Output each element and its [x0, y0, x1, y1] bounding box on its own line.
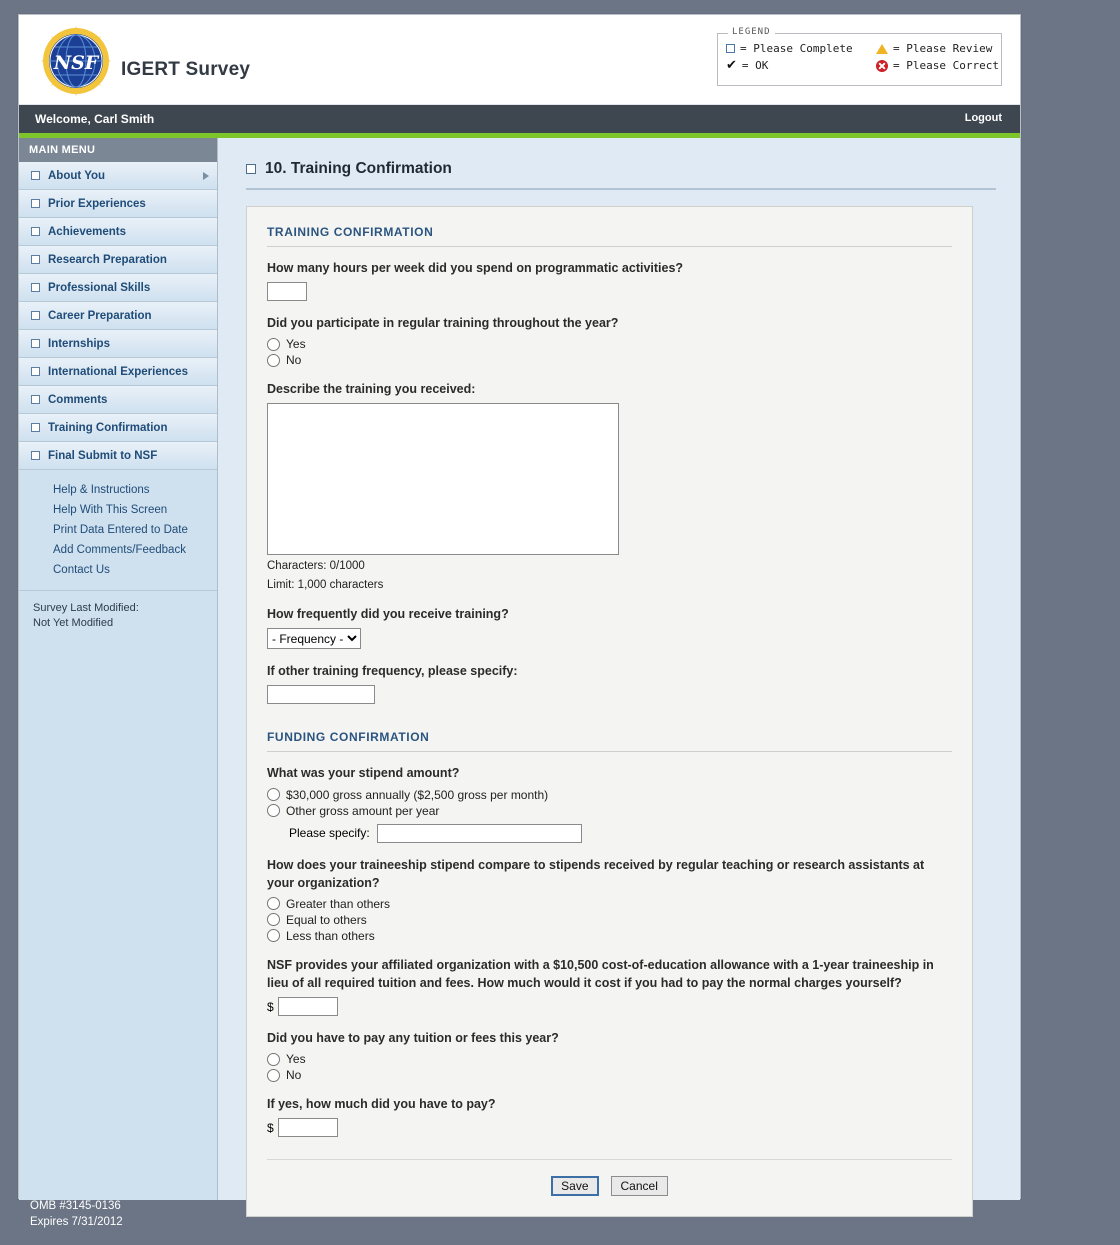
radio-input-less[interactable]	[267, 929, 280, 942]
sidebar-item-label: Career Preparation	[48, 309, 152, 322]
form-card	[246, 206, 973, 1217]
legend-item-please-complete	[726, 42, 876, 55]
welcome-bar	[19, 105, 1020, 133]
checkbox-icon	[31, 227, 40, 236]
character-counter: Characters: 0/1000	[267, 560, 365, 573]
omb-expiration: Expires 7/31/2012	[30, 1216, 123, 1229]
sidebar-item-label: Internships	[48, 337, 110, 350]
sidebar-item-label: Research Preparation	[48, 253, 167, 266]
sidebar	[19, 138, 218, 1200]
question-describe-training-label: Describe the training you received:	[267, 382, 476, 397]
radio-label: Equal to others	[286, 912, 367, 927]
radio-compare-greater[interactable]	[267, 897, 952, 911]
main-content	[218, 138, 1020, 1200]
radio-label: No	[286, 353, 302, 368]
legend-item-ok	[726, 59, 876, 72]
radio-input-yes[interactable]	[267, 338, 280, 351]
sidebar-item-career-preparation[interactable]	[19, 302, 217, 330]
radio-paid-tuition-yes[interactable]	[267, 1052, 952, 1066]
radio-compare-equal[interactable]	[267, 913, 952, 927]
checkbox-icon	[31, 283, 40, 292]
save-button[interactable]: Save	[551, 1176, 598, 1196]
radio-input-no[interactable]	[267, 354, 280, 367]
sidebar-links	[19, 470, 217, 590]
svg-text:NSF: NSF	[53, 52, 99, 74]
radio-label: Other gross amount per year	[286, 803, 440, 818]
sidebar-item-label: Prior Experiences	[48, 197, 146, 210]
sidebar-item-professional-skills[interactable]	[19, 274, 217, 302]
survey-last-modified	[19, 590, 217, 631]
section-title-funding: FUNDING CONFIRMATION	[267, 730, 952, 752]
application-window	[18, 14, 1021, 1199]
legend-label: = Please Correct	[893, 59, 999, 72]
last-modified-label: Survey Last Modified:	[33, 602, 139, 614]
sidebar-link-add-comments-feedback[interactable]: Add Comments/Feedback	[53, 544, 186, 556]
form-divider	[267, 1159, 952, 1160]
radio-input-stipend-other[interactable]	[267, 804, 280, 817]
sidebar-link-help-instructions[interactable]: Help & Instructions	[53, 484, 150, 496]
nsf-logo-icon	[41, 26, 111, 96]
radio-label: Less than others	[286, 928, 375, 943]
sidebar-item-internships[interactable]	[19, 330, 217, 358]
legend-panel	[717, 27, 1002, 86]
checkbox-icon	[246, 164, 256, 174]
checkbox-icon	[31, 339, 40, 348]
sidebar-item-comments[interactable]	[19, 386, 217, 414]
sidebar-item-label: International Experiences	[48, 365, 188, 378]
question-frequency-label: How frequently did you receive training?	[267, 607, 509, 622]
radio-regular-training-no[interactable]	[267, 353, 952, 367]
sidebar-item-achievements[interactable]	[19, 218, 217, 246]
sidebar-item-about-you[interactable]	[19, 162, 217, 190]
how-much-paid-row	[267, 1118, 952, 1137]
page-header	[19, 15, 1020, 105]
radio-input-yes[interactable]	[267, 1053, 280, 1066]
describe-training-textarea[interactable]	[267, 403, 619, 555]
sidebar-item-label: Professional Skills	[48, 281, 151, 294]
other-frequency-input[interactable]	[267, 685, 375, 704]
checkbox-icon	[31, 395, 40, 404]
app-title: IGERT Survey	[121, 59, 251, 80]
radio-label: Yes	[286, 337, 306, 352]
legend-item-please-correct	[876, 59, 999, 72]
error-circle-icon	[876, 60, 888, 72]
hours-per-week-input[interactable]	[267, 282, 307, 301]
please-specify-row	[289, 824, 952, 843]
omb-number: OMB #3145-0136	[30, 1199, 121, 1212]
check-icon: ✔	[726, 58, 737, 73]
checkbox-icon	[31, 367, 40, 376]
sidebar-link-help-with-this-screen[interactable]: Help With This Screen	[53, 504, 168, 516]
radio-input-greater[interactable]	[267, 897, 280, 910]
question-how-much-paid-label: If yes, how much did you have to pay?	[267, 1097, 496, 1112]
question-regular-training-label: Did you participate in regular training throughout the year?	[267, 316, 619, 331]
question-paid-tuition-label: Did you have to pay any tuition or fees this year?	[267, 1031, 559, 1045]
checkbox-icon	[31, 171, 40, 180]
radio-label: No	[286, 1068, 302, 1083]
radio-compare-less[interactable]	[267, 929, 952, 943]
currency-symbol: $	[267, 1120, 274, 1135]
last-modified-value: Not Yet Modified	[33, 616, 114, 629]
warning-triangle-icon	[876, 44, 888, 54]
describe-training-wrap	[267, 403, 619, 555]
legend-label: = Please Complete	[740, 42, 853, 55]
currency-symbol: $	[267, 999, 274, 1014]
radio-input-equal[interactable]	[267, 913, 280, 926]
question-other-frequency-label: If other training frequency, please specify:	[267, 664, 518, 679]
legend-item-please-review	[876, 42, 999, 55]
please-specify-label: Please specify:	[289, 826, 370, 840]
footer	[30, 1198, 123, 1231]
radio-input-stipend-standard[interactable]	[267, 788, 280, 801]
sidebar-menu-title: MAIN MENU	[19, 138, 217, 162]
radio-stipend-other[interactable]	[267, 804, 952, 818]
welcome-text: Welcome, Carl Smith	[35, 112, 155, 126]
how-much-paid-input[interactable]	[278, 1118, 338, 1137]
page-title: 10. Training Confirmation	[265, 160, 452, 177]
frequency-select[interactable]	[267, 628, 361, 649]
sidebar-item-label: Final Submit to NSF	[48, 449, 158, 462]
legend-label: = Please Review	[893, 42, 993, 55]
chevron-right-icon	[203, 172, 209, 180]
legend-label: = OK	[741, 59, 769, 72]
allowance-amount-input[interactable]	[278, 997, 338, 1016]
cancel-button[interactable]: Cancel	[611, 1176, 668, 1196]
sidebar-item-label: About You	[48, 169, 106, 182]
allowance-amount-row	[267, 997, 952, 1016]
sidebar-link-contact-us[interactable]: Contact Us	[53, 564, 110, 576]
question-stipend-label: What was your stipend amount?	[267, 766, 460, 781]
sidebar-item-research-preparation[interactable]	[19, 246, 217, 274]
legend-title: LEGEND	[728, 27, 775, 37]
checkbox-icon	[31, 311, 40, 320]
radio-regular-training-yes[interactable]	[267, 337, 952, 351]
radio-input-no[interactable]	[267, 1069, 280, 1082]
checkbox-icon	[31, 451, 40, 460]
question-cost-of-education-label: NSF provides your affiliated organization with a $10,500 cost-of-education allowance with a 1-year traineeship in lieu of all required tuition and fees. How much would it cost if you had to pay the normal charges yourself?	[267, 957, 934, 990]
radio-label: $30,000 gross annually ($2,500 gross per month)	[286, 787, 549, 802]
page-head	[246, 160, 996, 178]
body	[19, 138, 1020, 1200]
please-specify-input[interactable]	[377, 824, 582, 843]
sidebar-item-training-confirmation[interactable]	[19, 414, 217, 442]
question-stipend-compare-label: How does your traineeship stipend compare to stipends received by regular teaching or research assistants at your organization?	[267, 857, 925, 890]
form-actions	[267, 1176, 952, 1196]
radio-label: Yes	[286, 1052, 306, 1067]
radio-label: Greater than others	[286, 896, 391, 911]
logout-link[interactable]: Logout	[964, 112, 1002, 124]
checkbox-icon	[726, 44, 735, 53]
character-limit: Limit: 1,000 characters	[267, 578, 384, 591]
radio-paid-tuition-no[interactable]	[267, 1068, 952, 1082]
sidebar-item-international-experiences[interactable]	[19, 358, 217, 386]
checkbox-icon	[31, 423, 40, 432]
question-hours-label: How many hours per week did you spend on programmatic activities?	[267, 261, 684, 275]
sidebar-link-print-data[interactable]: Print Data Entered to Date	[53, 524, 188, 536]
sidebar-item-label: Training Confirmation	[48, 421, 168, 434]
sidebar-item-label: Comments	[48, 393, 108, 406]
sidebar-item-prior-experiences[interactable]	[19, 190, 217, 218]
sidebar-item-label: Achievements	[48, 225, 126, 238]
checkbox-icon	[31, 199, 40, 208]
checkbox-icon	[31, 255, 40, 264]
radio-stipend-30000[interactable]	[267, 788, 952, 802]
sidebar-item-final-submit-to-nsf[interactable]	[19, 442, 217, 470]
header-divider	[246, 188, 996, 190]
section-title-training: TRAINING CONFIRMATION	[267, 225, 952, 247]
